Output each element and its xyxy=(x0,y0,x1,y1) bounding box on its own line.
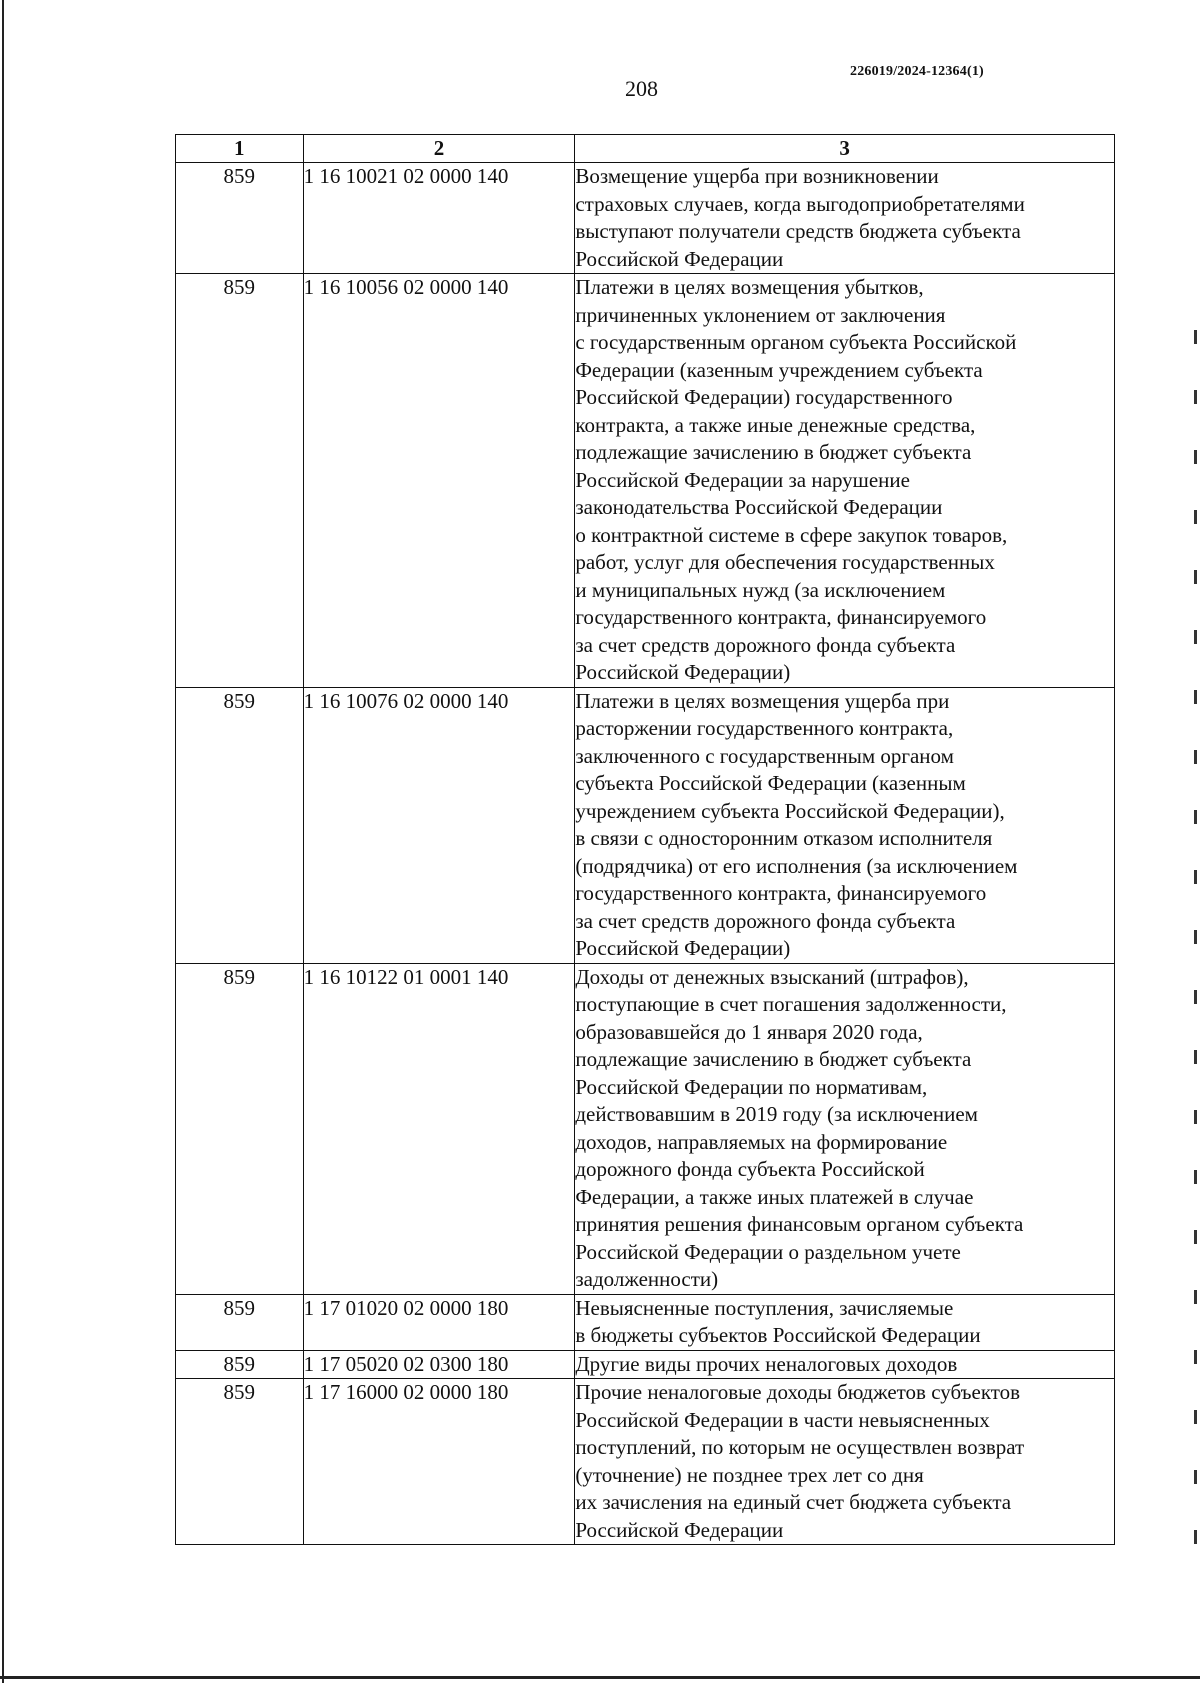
income-code-cell: 1 17 01020 02 0000 180 xyxy=(303,1294,575,1350)
admin-code-cell: 859 xyxy=(176,1379,304,1545)
description-line: принятия решения финансовым органом субъекта xyxy=(575,1212,1024,1236)
description-line: Российской Федерации) xyxy=(575,936,791,960)
description-line: Невыясненные поступления, зачисляемые xyxy=(575,1295,954,1320)
description-line: Российской Федерации) xyxy=(575,660,791,684)
description-line: выступают получатели средств бюджета субъекта xyxy=(575,219,1021,243)
income-code-cell: 1 17 05020 02 0300 180 xyxy=(303,1350,575,1379)
table-row xyxy=(176,963,1115,1294)
description-line: доходов, направляемых на формирование xyxy=(575,1129,948,1154)
description-cell xyxy=(575,963,1115,1294)
description-line: за счет средств дорожного фонда субъекта xyxy=(575,632,956,657)
income-code-cell: 1 17 16000 02 0000 180 xyxy=(303,1379,575,1545)
description-line: (уточнение) не позднее трех лет со дня xyxy=(575,1462,924,1487)
description-line: Российской Федерации в части невыясненных xyxy=(575,1407,990,1432)
scan-left-edge xyxy=(2,0,4,1683)
description-line: Федерации, а также иных платежей в случае xyxy=(575,1184,974,1209)
description-cell xyxy=(575,1379,1115,1545)
admin-code-cell: 859 xyxy=(176,963,304,1294)
table-row xyxy=(176,1350,1115,1379)
description-line: с государственным органом субъекта Российской xyxy=(575,330,1017,354)
column-header-2: 2 xyxy=(303,135,575,163)
description-line: Платежи в целях возмещения ущерба при xyxy=(575,688,950,713)
scan-right-edge-marks xyxy=(1194,330,1197,1580)
admin-code-cell: 859 xyxy=(176,274,304,688)
description-cell xyxy=(575,163,1115,274)
description-cell xyxy=(575,687,1115,963)
income-codes-table xyxy=(175,134,1115,1545)
description-cell xyxy=(575,274,1115,688)
description-line: работ, услуг для обеспечения государственных xyxy=(575,550,995,574)
description-line: государственного контракта, финансируемого xyxy=(575,605,987,629)
description-line: Российской Федерации за нарушение xyxy=(575,467,910,492)
table-row xyxy=(176,1294,1115,1350)
description-line: Платежи в целях возмещения убытков, xyxy=(575,275,924,299)
description-cell xyxy=(575,1294,1115,1350)
description-line: их зачисления на единый счет бюджета субъекта xyxy=(575,1490,1012,1514)
description-line: за счет средств дорожного фонда субъекта xyxy=(575,908,956,933)
table-row xyxy=(176,274,1115,688)
description-line: контракта, а также иные денежные средства, xyxy=(575,412,976,437)
income-code-cell: 1 16 10076 02 0000 140 xyxy=(303,687,575,963)
description-line: поступлений, по которым не осуществлен возврат xyxy=(575,1435,1025,1459)
description-line: государственного контракта, финансируемого xyxy=(575,881,987,905)
description-line: Российской Федерации) государственного xyxy=(575,385,953,409)
income-code-cell: 1 16 10056 02 0000 140 xyxy=(303,274,575,688)
description-line: Возмещение ущерба при возникновении xyxy=(575,164,939,188)
table-row xyxy=(176,1379,1115,1545)
description-line: дорожного фонда субъекта Российской xyxy=(575,1157,925,1181)
income-code-cell: 1 16 10122 01 0001 140 xyxy=(303,963,575,1294)
registration-number: 226019/2024-12364(1) xyxy=(850,64,984,79)
description-line: подлежащие зачислению в бюджет субъекта xyxy=(575,440,972,464)
admin-code-cell: 859 xyxy=(176,1350,304,1379)
description-line: заключенного с государственным органом xyxy=(575,743,954,768)
description-line: причиненных уклонением от заключения xyxy=(575,302,946,327)
income-code-cell: 1 16 10021 02 0000 140 xyxy=(303,163,575,274)
description-line: поступающие в счет погашения задолженности, xyxy=(575,992,1007,1016)
description-line: задолженности) xyxy=(575,1267,719,1291)
table-body xyxy=(176,163,1115,1545)
scan-bottom-edge xyxy=(0,1676,1200,1679)
table-header-row xyxy=(176,135,1115,163)
description-line: Российской Федерации xyxy=(575,246,784,271)
column-header-1: 1 xyxy=(176,135,304,163)
description-line: Российской Федерации xyxy=(575,1517,784,1542)
admin-code-cell: 859 xyxy=(176,1294,304,1350)
description-line: субъекта Российской Федерации (казенным xyxy=(575,771,966,795)
description-line: Другие виды прочих неналоговых доходов xyxy=(575,1351,958,1376)
description-line: Доходы от денежных взысканий (штрафов), xyxy=(575,964,969,989)
description-line: расторжении государственного контракта, xyxy=(575,716,954,740)
table-row xyxy=(176,687,1115,963)
description-line: Российской Федерации по нормативам, xyxy=(575,1074,928,1099)
description-line: страховых случаев, когда выгодоприобретателями xyxy=(575,191,1025,216)
description-line: Федерации (казенным учреждением субъекта xyxy=(575,357,983,382)
page-number: 208 xyxy=(625,76,658,101)
description-cell xyxy=(575,1350,1115,1379)
description-line: подлежащие зачислению в бюджет субъекта xyxy=(575,1047,972,1071)
description-line: в бюджеты субъектов Российской Федерации xyxy=(575,1323,981,1347)
description-line: образовавшейся до 1 января 2020 года, xyxy=(575,1019,923,1044)
column-header-3: 3 xyxy=(575,135,1115,163)
admin-code-cell: 859 xyxy=(176,163,304,274)
description-line: Прочие неналоговые доходы бюджетов субъектов xyxy=(575,1380,1021,1404)
description-line: действовавшим в 2019 году (за исключением xyxy=(575,1102,978,1126)
admin-code-cell: 859 xyxy=(176,687,304,963)
description-line: (подрядчика) от его исполнения (за исключением xyxy=(575,853,1018,878)
description-line: Российской Федерации о раздельном учете xyxy=(575,1239,961,1264)
description-line: законодательства Российской Федерации xyxy=(575,495,943,519)
table-row xyxy=(176,163,1115,274)
description-line: в связи с односторонним отказом исполнителя xyxy=(575,826,993,850)
description-line: о контрактной системе в сфере закупок товаров, xyxy=(575,522,1008,547)
description-line: учреждением субъекта Российской Федерации), xyxy=(575,798,1005,823)
description-line: и муниципальных нужд (за исключением xyxy=(575,577,946,602)
